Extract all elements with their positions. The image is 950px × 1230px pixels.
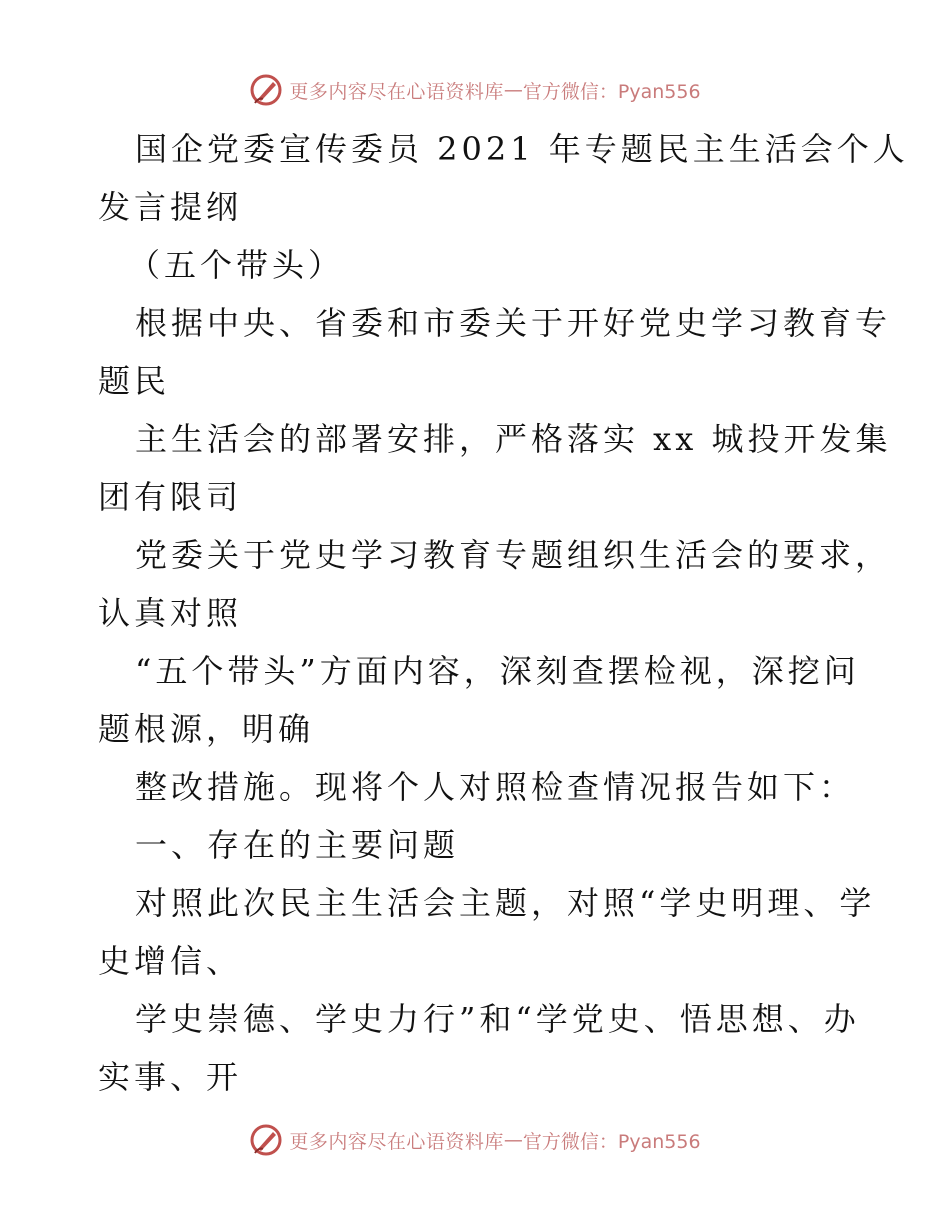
paragraph-line: 团有限司 [98,478,243,516]
paragraph-line: 题民 [98,362,171,400]
paragraph-line: 实事、开 [98,1058,243,1096]
quill-logo-icon [249,73,283,107]
watermark-brand-text: 更多内容尽在心语资料库 [289,80,504,103]
section-heading: 一、存在的主要问题 [135,826,460,864]
watermark-wechat-text: 官方微信：Pyan556 [522,1130,701,1153]
document-title-line-2: 发言提纲 [98,188,243,226]
paragraph-line: 整改措施。现将个人对照检查情况报告如下： [135,768,856,806]
paragraph-line: 学史崇德、学史力行”和“学党史、悟思想、办 [135,1000,860,1038]
watermark-separator: — [503,79,523,101]
watermark-brand-text: 更多内容尽在心语资料库 [289,1130,504,1153]
watermark-wechat-text: 官方微信：Pyan556 [522,80,701,103]
document-subtitle: （五个带头） [128,246,345,284]
paragraph-line: 题根源，明确 [98,710,315,748]
paragraph-line: 党委关于党史学习教育专题组织生活会的要求， [135,536,892,574]
paragraph-line: 主生活会的部署安排，严格落实 xx 城投开发集 [135,420,892,458]
watermark-banner-top [0,70,950,110]
paragraph-line: 史增信、 [98,942,243,980]
document-title-line-1: 国企党委宣传委员 2021 年专题民主生活会个人 [135,130,909,168]
paragraph-line: 对照此次民主生活会主题，对照“学史明理、学 [135,884,876,922]
paragraph-line: 根据中央、省委和市委关于开好党史学习教育专 [135,304,892,342]
watermark-separator: — [503,1129,523,1151]
watermark-banner-bottom [0,1120,950,1160]
paragraph-line: 认真对照 [98,594,243,632]
quill-logo-icon [249,1123,283,1157]
paragraph-line: “五个带头”方面内容，深刻查摆检视，深挖问 [135,652,860,690]
